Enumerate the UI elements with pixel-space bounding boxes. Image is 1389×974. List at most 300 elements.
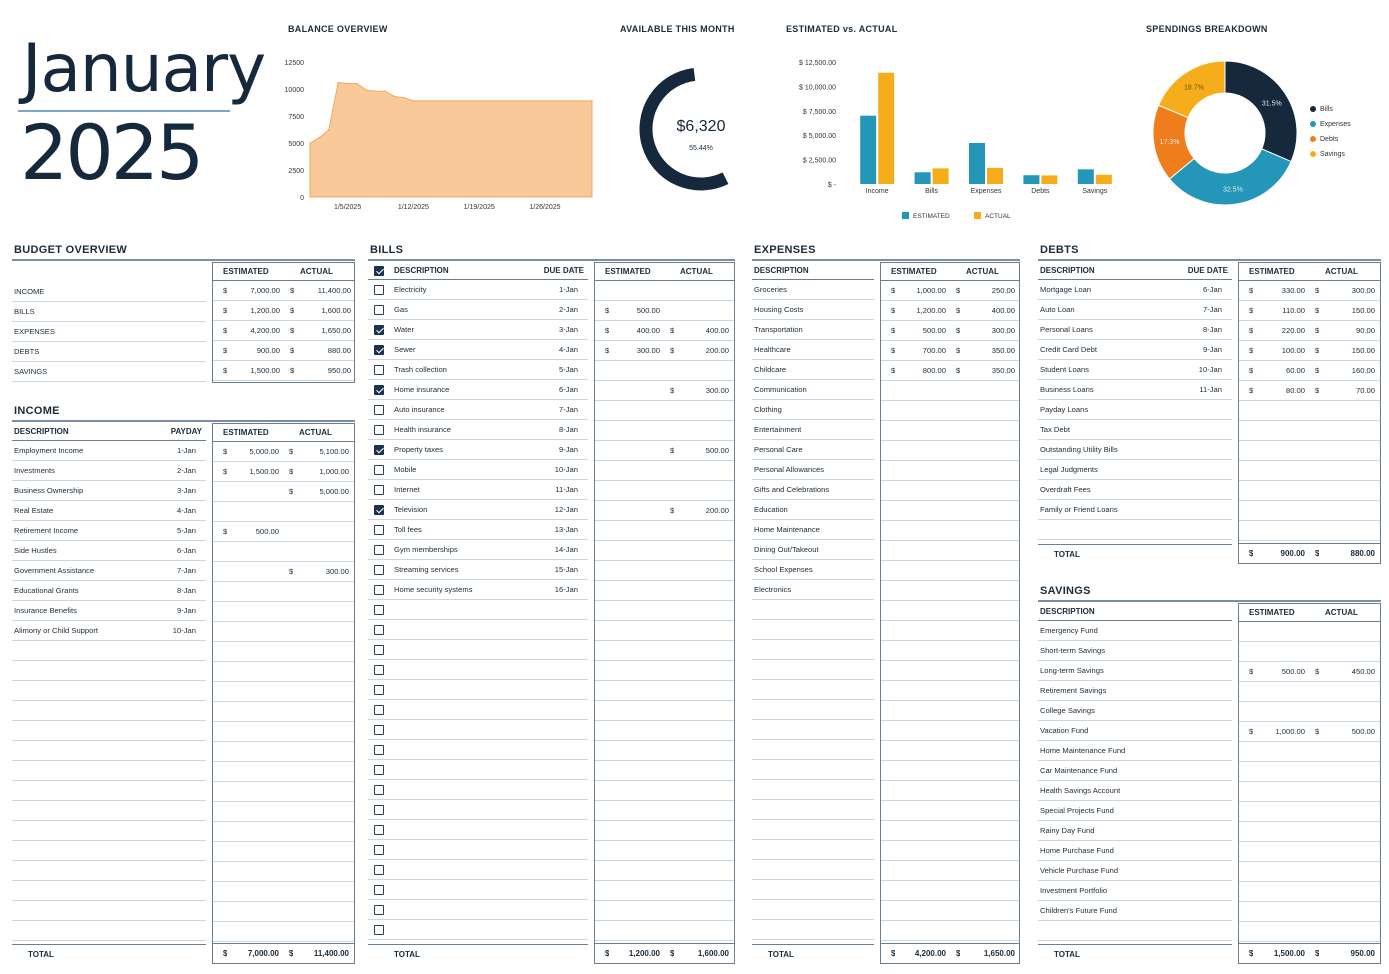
row-description: Transportation	[754, 325, 803, 334]
empty-row	[752, 600, 874, 620]
empty-row	[881, 841, 1019, 861]
paid-checkbox[interactable]	[374, 585, 384, 595]
paid-checkbox[interactable]	[374, 805, 384, 815]
table-row	[752, 360, 874, 380]
row-description: Government Assistance	[14, 566, 95, 575]
header-description: DESCRIPTION	[754, 266, 809, 275]
legend-swatch-estimated	[902, 212, 909, 219]
est-vs-actual-bar-chart	[770, 50, 1130, 225]
savings-title: SAVINGS	[1040, 585, 1091, 597]
row-date: 10-Jan	[1198, 365, 1222, 374]
paid-checkbox[interactable]	[374, 525, 384, 535]
table-row	[881, 461, 1019, 481]
expenses-amounts-table	[880, 262, 1020, 964]
section-divider	[12, 259, 355, 261]
paid-checkbox[interactable]	[374, 665, 384, 675]
budget-overview-title: BUDGET OVERVIEW	[14, 244, 128, 256]
paid-checkbox[interactable]	[374, 365, 384, 375]
currency-symbol: $	[289, 949, 294, 958]
paid-checkbox[interactable]	[374, 905, 384, 915]
currency-symbol: $	[223, 326, 228, 335]
table-row	[752, 580, 874, 600]
paid-checkbox[interactable]	[374, 465, 384, 475]
row-description: Groceries	[754, 285, 787, 294]
row-description: Dining Out/Takeout	[754, 545, 819, 554]
table-row	[1239, 281, 1380, 301]
empty-row	[752, 680, 874, 700]
actual-value: 200.00	[705, 506, 729, 515]
row-description: Personal Care	[754, 445, 803, 454]
table-row	[213, 482, 354, 502]
budget-row-amounts	[213, 281, 354, 301]
estimated-value: 1,500.00	[250, 366, 280, 375]
row-description: Real Estate	[14, 506, 54, 515]
row-description: Children's Future Fund	[1040, 906, 1118, 915]
actual-value: 350.00	[991, 346, 1015, 355]
paid-checkbox[interactable]	[374, 925, 384, 935]
row-description: Outstanding Utility Bills	[1040, 445, 1118, 454]
table-header	[1239, 604, 1380, 622]
table-row	[1239, 501, 1380, 521]
currency-symbol: $	[1315, 549, 1320, 558]
empty-row	[12, 681, 206, 701]
table-header	[1239, 263, 1380, 281]
table-row	[1239, 481, 1380, 501]
income-title: INCOME	[14, 405, 60, 417]
empty-row	[1239, 521, 1380, 541]
table-row	[881, 441, 1019, 461]
table-row	[752, 440, 874, 460]
table-row	[1038, 861, 1232, 881]
table-row	[1239, 321, 1380, 341]
estimated-value: 500.00	[636, 306, 660, 315]
table-row	[595, 401, 734, 421]
legend-dot	[1310, 151, 1316, 157]
paid-checkbox[interactable]	[374, 645, 384, 655]
table-row	[1038, 681, 1232, 701]
row-description: Housing Costs	[754, 305, 804, 314]
currency-symbol: $	[670, 346, 675, 355]
row-description: Tax Debt	[1040, 425, 1070, 434]
table-row	[12, 561, 206, 581]
empty-row	[881, 861, 1019, 881]
legend-label: Expenses	[1320, 121, 1351, 128]
empty-row	[213, 642, 354, 662]
row-description: Family or Friend Loans	[1040, 505, 1118, 514]
actual-value: 300.00	[1351, 286, 1375, 295]
paid-checkbox[interactable]	[374, 725, 384, 735]
empty-row	[1239, 922, 1380, 942]
row-date: 11-Jan	[555, 485, 578, 494]
legend-label: ESTIMATED	[913, 213, 950, 220]
currency-symbol: $	[1315, 386, 1320, 395]
row-date: 10-Jan	[172, 626, 196, 635]
table-row	[1038, 901, 1232, 921]
table-row	[881, 281, 1019, 301]
empty-row	[368, 820, 588, 840]
currency-symbol: $	[891, 286, 896, 295]
paid-checkbox[interactable]	[374, 505, 384, 515]
balance-point	[347, 83, 349, 85]
paid-checkbox[interactable]	[374, 885, 384, 895]
legend-item	[1310, 132, 1351, 147]
currency-symbol: $	[891, 949, 896, 958]
table-row	[881, 321, 1019, 341]
currency-symbol: $	[289, 487, 294, 496]
header-description: DESCRIPTION	[1040, 607, 1095, 616]
paid-checkbox[interactable]	[374, 405, 384, 415]
paid-checkbox[interactable]	[374, 565, 384, 575]
row-description: School Expenses	[754, 565, 813, 574]
table-row	[12, 501, 206, 521]
row-description: Mortgage Loan	[1040, 285, 1092, 294]
bar-estimated-expenses	[969, 143, 985, 184]
table-row	[595, 321, 734, 341]
income-description-table	[12, 423, 212, 964]
table-row	[368, 540, 588, 560]
actual-value: 11,400.00	[317, 286, 351, 295]
empty-row	[881, 801, 1019, 821]
empty-row	[213, 842, 354, 862]
actual-value: 200.00	[705, 346, 729, 355]
row-date: 14-Jan	[554, 545, 578, 554]
slice-label: 17.3%	[1159, 139, 1180, 147]
table-row	[368, 380, 588, 400]
empty-row	[213, 662, 354, 682]
row-date: 7-Jan	[177, 566, 196, 575]
empty-row	[213, 822, 354, 842]
estimated-value: 100.00	[1281, 346, 1305, 355]
empty-row	[881, 781, 1019, 801]
table-row	[595, 461, 734, 481]
table-row	[213, 502, 354, 522]
empty-row	[752, 640, 874, 660]
row-description: Electronics	[754, 585, 792, 594]
currency-symbol: $	[290, 366, 295, 375]
paid-checkbox[interactable]	[374, 745, 384, 755]
actual-value: 160.00	[1351, 366, 1375, 375]
paid-checkbox[interactable]	[374, 845, 384, 855]
total-row	[881, 943, 1019, 963]
total-label: TOTAL	[1054, 550, 1080, 559]
currency-symbol: $	[670, 326, 675, 335]
header-date: DUE DATE	[1187, 266, 1228, 275]
currency-symbol: $	[1249, 386, 1254, 395]
row-description: Auto insurance	[394, 405, 445, 414]
row-description: Gym memberships	[394, 545, 458, 554]
paid-checkbox[interactable]	[374, 285, 384, 295]
table-row	[1239, 441, 1380, 461]
table-row	[595, 541, 734, 561]
actual-value: 500.00	[1351, 727, 1375, 736]
actual-value: 250.00	[991, 286, 1015, 295]
row-description: Trash collection	[394, 365, 447, 374]
row-description: Sewer	[394, 345, 416, 354]
currency-symbol: $	[290, 346, 295, 355]
legend-item	[1310, 117, 1351, 132]
total-row	[368, 944, 588, 964]
table-row	[1239, 722, 1380, 742]
empty-row	[213, 922, 354, 942]
row-date: 8-Jan	[177, 586, 196, 595]
empty-row	[595, 861, 734, 881]
y-tick-label: $ 12,500.00	[799, 60, 836, 67]
empty-row	[595, 721, 734, 741]
row-date: 4-Jan	[177, 506, 196, 515]
empty-row	[213, 742, 354, 762]
empty-row	[595, 741, 734, 761]
paid-checkbox[interactable]	[374, 545, 384, 555]
estimated-value: 5,000.00	[249, 447, 279, 456]
row-date: 1-Jan	[559, 285, 578, 294]
empty-row	[368, 740, 588, 760]
paid-checkbox[interactable]	[374, 825, 384, 835]
balance-point	[413, 100, 415, 102]
paid-checkbox[interactable]	[374, 345, 384, 355]
y-tick-label: 2500	[288, 168, 304, 175]
table-header	[1038, 603, 1232, 621]
paid-checkbox[interactable]	[374, 705, 384, 715]
header-estimated: ESTIMATED	[1249, 267, 1295, 276]
income-amounts-table	[212, 423, 355, 964]
balance-point	[309, 142, 311, 144]
row-description: Personal Allowances	[754, 465, 825, 474]
spendings-title: SPENDINGS BREAKDOWN	[1146, 24, 1268, 34]
x-tick-label: 1/19/2025	[463, 204, 495, 211]
y-tick-label: 7500	[288, 114, 304, 121]
currency-symbol: $	[605, 326, 610, 335]
paid-checkbox[interactable]	[374, 625, 384, 635]
total-row	[595, 943, 734, 963]
row-description: Educational Grants	[14, 586, 79, 595]
total-actual: 880.00	[1350, 549, 1375, 558]
row-date: 6-Jan	[177, 546, 196, 555]
paid-checkbox[interactable]	[374, 865, 384, 875]
row-date: 7-Jan	[559, 405, 578, 414]
empty-row	[12, 881, 206, 901]
table-row	[752, 460, 874, 480]
row-date: 8-Jan	[1203, 325, 1222, 334]
paid-checkbox[interactable]	[374, 685, 384, 695]
table-row	[1239, 682, 1380, 702]
row-date: 3-Jan	[559, 325, 578, 334]
budget-row-label: DEBTS	[14, 347, 40, 356]
header-estimated: ESTIMATED	[223, 428, 269, 437]
empty-row	[12, 761, 206, 781]
budget-row	[12, 342, 206, 362]
row-description: Gas	[394, 305, 408, 314]
empty-row	[881, 761, 1019, 781]
table-row	[1038, 500, 1232, 520]
currency-symbol: $	[223, 949, 228, 958]
paid-checkbox[interactable]	[374, 385, 384, 395]
table-row	[881, 521, 1019, 541]
paid-checkbox[interactable]	[374, 325, 384, 335]
row-description: Employment Income	[14, 446, 84, 455]
budget-row-amounts	[213, 341, 354, 361]
paid-checkbox[interactable]	[374, 445, 384, 455]
empty-row	[213, 702, 354, 722]
empty-row	[12, 861, 206, 881]
actual-value: 150.00	[1351, 346, 1375, 355]
empty-row	[368, 780, 588, 800]
total-row	[213, 943, 354, 963]
row-description: Credit Card Debt	[1040, 345, 1097, 354]
estimated-value: 400.00	[636, 326, 660, 335]
row-description: Home Maintenance	[754, 525, 820, 534]
table-row	[752, 340, 874, 360]
row-description: Retirement Income	[14, 526, 79, 535]
row-description: Healthcare	[754, 345, 791, 354]
table-row	[1239, 842, 1380, 862]
table-row	[213, 622, 354, 642]
row-description: Alimony or Child Support	[14, 626, 98, 635]
year-title: 2025	[20, 108, 202, 197]
table-row	[1038, 460, 1232, 480]
table-row	[1038, 721, 1232, 741]
table-row	[368, 480, 588, 500]
row-description: Home Purchase Fund	[1040, 846, 1114, 855]
row-date: 5-Jan	[177, 526, 196, 535]
table-row	[1239, 802, 1380, 822]
header-actual: ACTUAL	[1325, 608, 1358, 617]
empty-row	[213, 902, 354, 922]
row-description: Retirement Savings	[1040, 686, 1107, 695]
table-row	[752, 320, 874, 340]
row-description: Childcare	[754, 365, 787, 374]
table-row	[595, 481, 734, 501]
row-description: Toll fees	[394, 525, 422, 534]
currency-symbol: $	[223, 467, 228, 476]
empty-row	[12, 801, 206, 821]
table-row	[12, 481, 206, 501]
empty-row	[368, 620, 588, 640]
empty-row	[881, 921, 1019, 941]
table-row	[595, 361, 734, 381]
empty-row	[752, 800, 874, 820]
table-row	[1038, 741, 1232, 761]
row-description: Legal Judgments	[1040, 465, 1098, 474]
table-row	[752, 500, 874, 520]
table-row	[368, 520, 588, 540]
paid-checkbox[interactable]	[374, 765, 384, 775]
table-row	[595, 301, 734, 321]
table-row	[1239, 642, 1380, 662]
currency-symbol: $	[1249, 727, 1254, 736]
currency-symbol: $	[223, 366, 228, 375]
total-row	[752, 944, 874, 964]
paid-checkbox[interactable]	[374, 485, 384, 495]
y-tick-label: 5000	[288, 141, 304, 148]
currency-symbol: $	[1249, 667, 1254, 676]
empty-row	[752, 740, 874, 760]
table-header	[752, 262, 874, 280]
currency-symbol: $	[1315, 366, 1320, 375]
empty-row	[213, 682, 354, 702]
paid-checkbox[interactable]	[374, 605, 384, 615]
y-tick-label: 0	[300, 195, 304, 202]
currency-symbol: $	[670, 386, 675, 395]
spendings-donut-chart	[1150, 58, 1300, 208]
table-row	[368, 300, 588, 320]
currency-symbol: $	[290, 306, 295, 315]
table-row	[213, 522, 354, 542]
section-divider	[12, 420, 355, 422]
legend-label: Bills	[1320, 106, 1333, 113]
table-row	[368, 440, 588, 460]
paid-checkbox[interactable]	[374, 785, 384, 795]
actual-value: 400.00	[705, 326, 729, 335]
table-row	[368, 340, 588, 360]
row-description: Investments	[14, 466, 55, 475]
row-description: Investment Portfolio	[1040, 886, 1108, 895]
paid-checkbox[interactable]	[374, 305, 384, 315]
currency-symbol: $	[1249, 306, 1254, 315]
table-row	[1038, 841, 1232, 861]
table-row	[1239, 822, 1380, 842]
total-label: TOTAL	[768, 950, 794, 959]
estimated-value: 500.00	[1281, 667, 1305, 676]
y-tick-label: $ 10,000.00	[799, 84, 836, 92]
legend-label: Debts	[1320, 136, 1339, 143]
table-row	[881, 301, 1019, 321]
row-date: 9-Jan	[559, 445, 578, 454]
slice-label: 32.5%	[1222, 186, 1243, 194]
savings-amounts-table	[1238, 603, 1381, 964]
row-description: Communication	[754, 385, 807, 394]
currency-symbol: $	[290, 326, 295, 335]
empty-row	[595, 881, 734, 901]
empty-row	[368, 600, 588, 620]
currency-symbol: $	[670, 949, 675, 958]
actual-value: 400.00	[991, 306, 1015, 315]
total-row	[1239, 943, 1380, 963]
table-row	[752, 420, 874, 440]
table-row	[1038, 781, 1232, 801]
expenses-description-table	[752, 262, 880, 964]
table-row	[595, 381, 734, 401]
header-description: DESCRIPTION	[14, 427, 69, 436]
balance-area	[310, 83, 592, 198]
empty-row	[752, 880, 874, 900]
row-description: Personal Loans	[1040, 325, 1093, 334]
x-tick-label: Savings	[1082, 188, 1108, 195]
table-row	[368, 320, 588, 340]
table-row	[752, 540, 874, 560]
empty-row	[595, 801, 734, 821]
estimated-value: 700.00	[922, 346, 946, 355]
row-description: Electricity	[394, 285, 427, 294]
empty-row	[213, 782, 354, 802]
row-description: Home Maintenance Fund	[1040, 746, 1126, 755]
x-tick-label: 1/5/2025	[333, 204, 362, 211]
table-row	[213, 582, 354, 602]
currency-symbol: $	[290, 286, 295, 295]
row-date: 11-Jan	[1199, 385, 1222, 394]
paid-checkbox[interactable]	[374, 425, 384, 435]
table-row	[1239, 662, 1380, 682]
currency-symbol: $	[956, 346, 961, 355]
table-row	[1239, 762, 1380, 782]
actual-value: 300.00	[705, 386, 729, 395]
estimated-value: 1,000.00	[1275, 727, 1305, 736]
empty-row	[12, 721, 206, 741]
currency-symbol: $	[670, 446, 675, 455]
select-all-checkbox[interactable]	[374, 266, 384, 276]
currency-symbol: $	[1249, 286, 1254, 295]
empty-row	[752, 660, 874, 680]
header-estimated: ESTIMATED	[891, 267, 937, 276]
